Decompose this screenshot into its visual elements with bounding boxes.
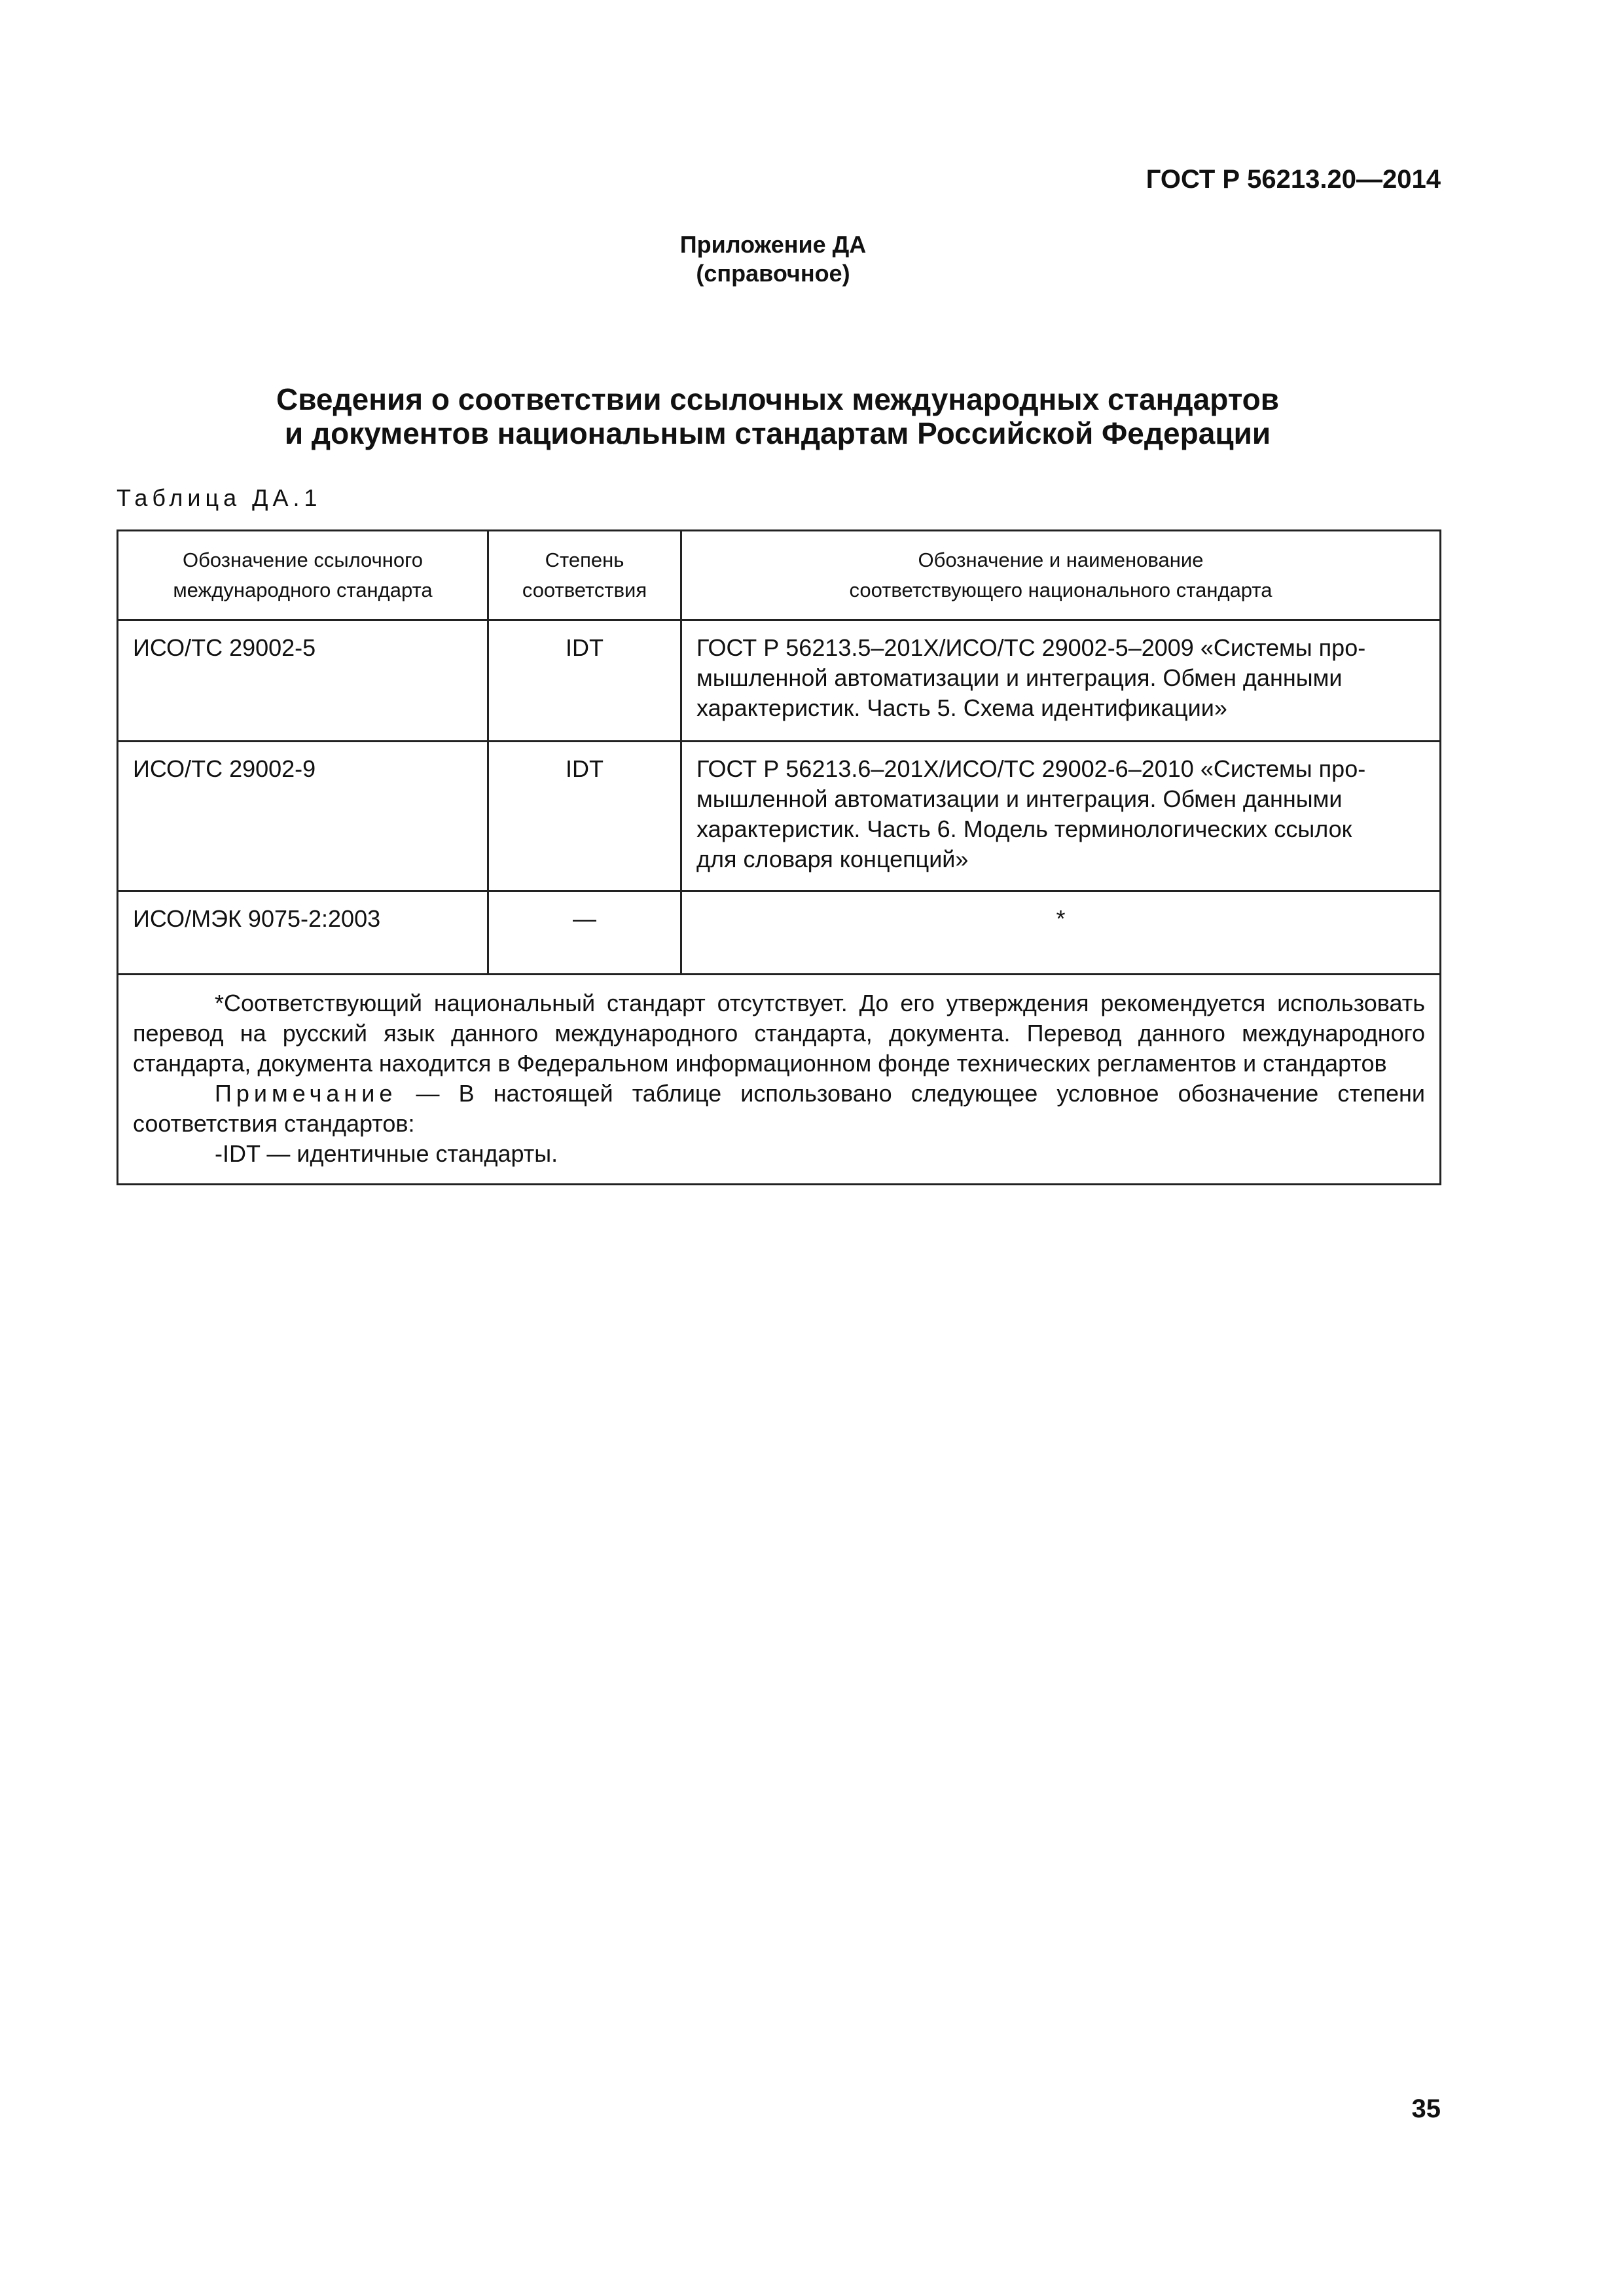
national-standard-cell: * xyxy=(681,891,1441,975)
table-label: Таблица ДА.1 xyxy=(117,484,322,511)
note-text: — В настоящей таблице использовано следующее условное обозначение степени соответствия стандартов: xyxy=(133,1080,1425,1137)
document-code: ГОСТ Р 56213.20—2014 xyxy=(1146,165,1441,194)
degree-cell: IDT xyxy=(488,742,681,891)
national-standard-cell: ГОСТ Р 56213.6–201Х/ИСО/ТС 29002-6–2010 «Системы про- мышленной автоматизации и интеграция. Обмен данными характеристик. Часть 6. Модель терминологических ссылок для словаря концепций» xyxy=(681,742,1441,891)
note-item: -IDT — идентичные стандарты. xyxy=(215,1140,558,1167)
note-paragraph xyxy=(133,1079,1425,1139)
note-label: Примечание xyxy=(215,1080,397,1107)
footnote-text: *Соответствующий национальный стандарт отсутствует. До его утверждения рекомендуется использовать перевод на русский язык данного международного стандарта, документа. Перевод данного международного стандарта, документа находится в Федеральном информационном фонде технических регламентов и стандартов xyxy=(133,990,1425,1077)
national-standard-cell: ГОСТ Р 56213.5–201Х/ИСО/ТС 29002-5–2009 «Системы про- мышленной автоматизации и интеграция. Обмен данными характеристик. Часть 5. Схема идентификации» xyxy=(681,620,1441,742)
table-note-cell xyxy=(118,975,1441,1185)
page-title-line-1: Сведения о соответствии ссылочных международных стандартов xyxy=(276,382,1280,416)
column-header-national-standard: Обозначение и наименование соответствующего национального стандарта xyxy=(681,531,1441,620)
reference-cell: ИСО/ТС 29002-5 xyxy=(118,620,488,742)
table-row xyxy=(118,620,1441,742)
table-header-row xyxy=(118,531,1441,620)
column-header-degree: Степень соответствия xyxy=(488,531,681,620)
reference-cell: ИСО/МЭК 9075-2:2003 xyxy=(118,891,488,975)
degree-cell: — xyxy=(488,891,681,975)
page-title-line-2: и документов национальным стандартам Российской Федерации xyxy=(284,416,1271,450)
column-header-reference: Обозначение ссылочного международного стандарта xyxy=(118,531,488,620)
standards-table xyxy=(117,529,1441,1185)
table-row xyxy=(118,742,1441,891)
appendix-title: Приложение ДА xyxy=(679,231,867,258)
reference-cell: ИСО/ТС 29002-9 xyxy=(118,742,488,891)
page-number: 35 xyxy=(1411,2094,1441,2123)
page-title xyxy=(117,382,1439,450)
appendix-heading xyxy=(0,230,1546,288)
table-row xyxy=(118,891,1441,975)
degree-cell: IDT xyxy=(488,620,681,742)
appendix-subtitle: (справочное) xyxy=(696,260,850,287)
table-note-row xyxy=(118,975,1441,1185)
